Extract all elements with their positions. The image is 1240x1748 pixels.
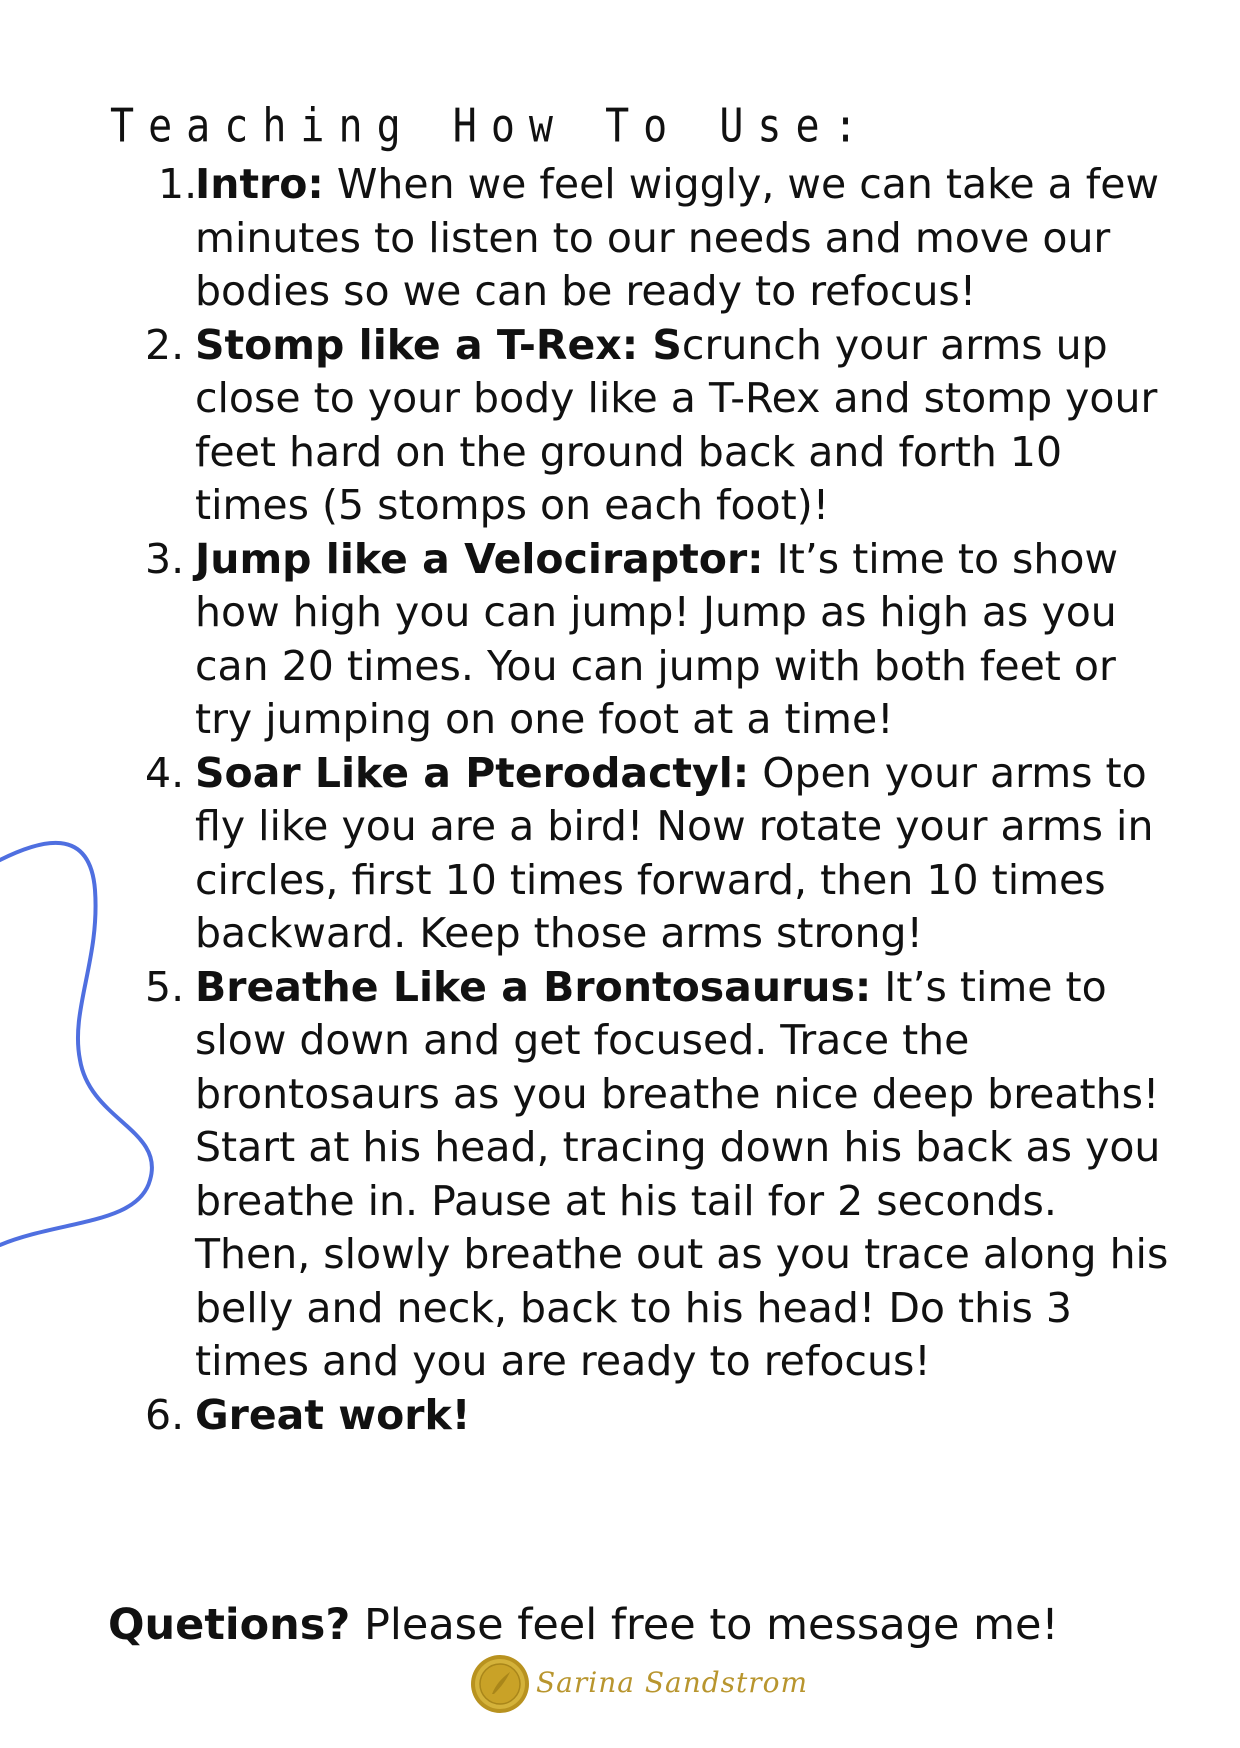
step-title: Intro:	[195, 160, 324, 208]
step-number: 4.	[145, 748, 185, 797]
step-title: Breathe Like a Brontosaurus:	[195, 962, 872, 1011]
page-heading: Teaching How To Use:	[110, 100, 872, 153]
step-title: Stomp like a T-Rex: S	[195, 320, 682, 369]
step-number: 5.	[145, 962, 185, 1011]
step-item-soar	[0, 747, 1240, 961]
step-title: Jump like a Velociraptor:	[195, 534, 764, 583]
step-body: When we feel wiggly, we can take a few minutes to listen to our needs and move our bodies so we can be ready to refocus!	[195, 160, 1159, 315]
step-item-breathe	[0, 961, 1240, 1389]
instruction-list	[0, 158, 1240, 1442]
step-item-jump	[0, 533, 1240, 747]
step-number: 6.	[145, 1390, 185, 1439]
question-label: Quetions?	[108, 1600, 351, 1650]
step-item-intro	[0, 158, 1240, 319]
step-number: 3.	[145, 534, 185, 583]
contact-line	[108, 1598, 1059, 1652]
step-body: It’s time to show how high you can jump! Jump as high as you can 20 times. You can jump with both feet or try jumping on one foot at a time!	[195, 534, 1119, 743]
step-item-great-work	[0, 1389, 1240, 1443]
step-body: It’s time to slow down and get focused. Trace the brontosaurs as you breathe nice deep breaths! Start at his head, tracing down his back as you breathe in. Pause at his tail for 2 seconds. Then, slowly breathe out as you trace along his belly and neck, back to his head! Do this 3 times and you are ready to refocus!	[195, 962, 1169, 1385]
step-number: 1.	[158, 160, 198, 208]
step-body: Open your arms to fly like you are a bird! Now rotate your arms in circles, first 10 times forward, then 10 times backward. Keep those arms strong!	[195, 748, 1154, 957]
step-number: 2.	[145, 320, 185, 369]
step-title: Great work!	[195, 1390, 471, 1439]
contact-message: Please feel free to message me!	[350, 1600, 1059, 1650]
step-item-stomp	[0, 319, 1240, 533]
gold-seal-logo-icon	[470, 1654, 530, 1714]
signature: Sarina Sandstrom	[536, 1666, 809, 1699]
step-body: crunch your arms up close to your body like a T-Rex and stomp your feet hard on the ground back and forth 10 times (5 stomps on each foot)!	[195, 320, 1158, 529]
step-title: Soar Like a Pterodactyl:	[195, 748, 750, 797]
